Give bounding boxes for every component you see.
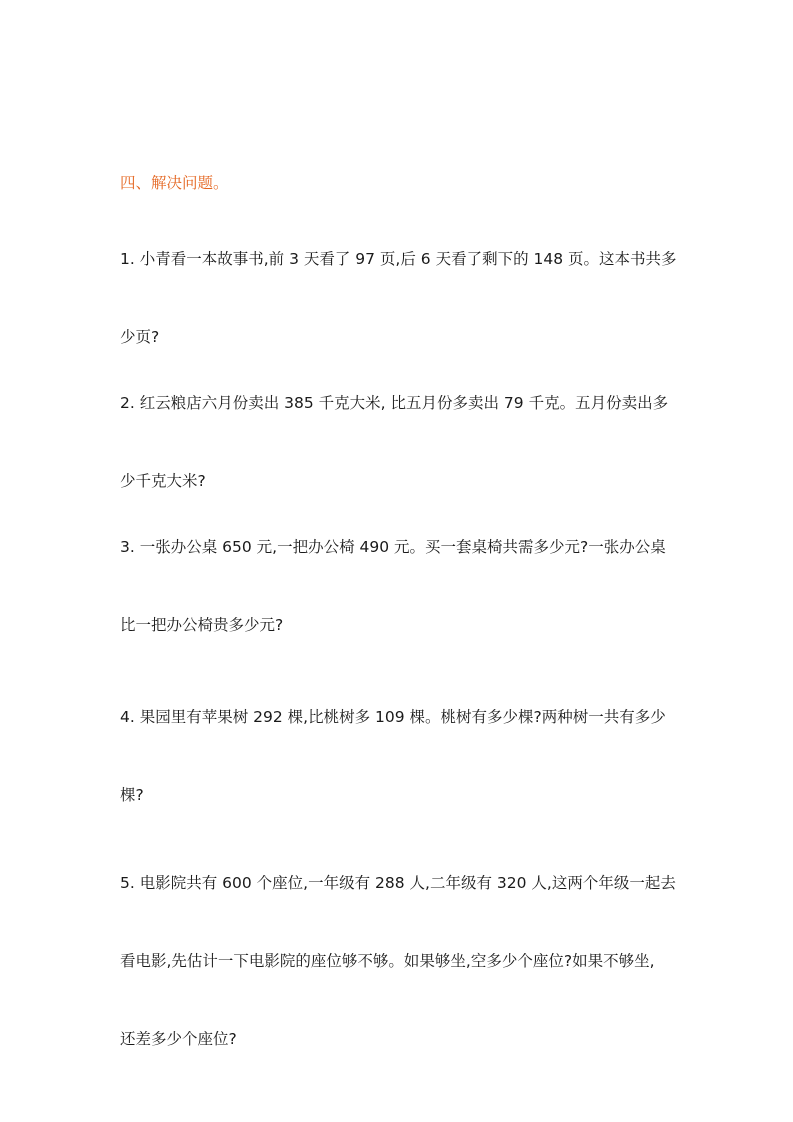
problem-3-line-1: 3. 一张办公桌 650 元,一把办公椅 490 元。买一套桌椅共需多少元?一张办公桌 xyxy=(120,538,666,556)
section-title: 四、解决问题。 xyxy=(120,174,229,192)
problem-4-line-1: 4. 果园里有苹果树 292 棵,比桃树多 109 棵。桃树有多少棵?两种树一共有多少 xyxy=(120,708,666,726)
problem-3-line-2: 比一把办公椅贵多少元? xyxy=(120,616,284,634)
problem-5-line-3: 还差多少个座位? xyxy=(120,1030,237,1048)
problem-5 xyxy=(120,818,680,1104)
problem-2-line-1: 2. 红云粮店六月份卖出 385 千克大米, 比五月份多卖出 79 千克。五月份卖出多 xyxy=(120,394,669,412)
problem-1-line-1: 1. 小青看一本故事书,前 3 天看了 97 页,后 6 天看了剩下的 148 页。这本书共多 xyxy=(120,250,677,268)
problem-2-line-2: 少千克大米? xyxy=(120,472,206,490)
problem-5-line-2: 看电影,先估计一下电影院的座位够不够。如果够坐,空多少个座位?如果不够坐, xyxy=(120,952,655,970)
problem-5-line-1: 5. 电影院共有 600 个座位,一年级有 288 人,二年级有 320 人,这两个年级一起去 xyxy=(120,874,676,892)
problem-1-line-2: 少页? xyxy=(120,328,160,346)
problem-4-line-2: 棵? xyxy=(120,786,144,804)
